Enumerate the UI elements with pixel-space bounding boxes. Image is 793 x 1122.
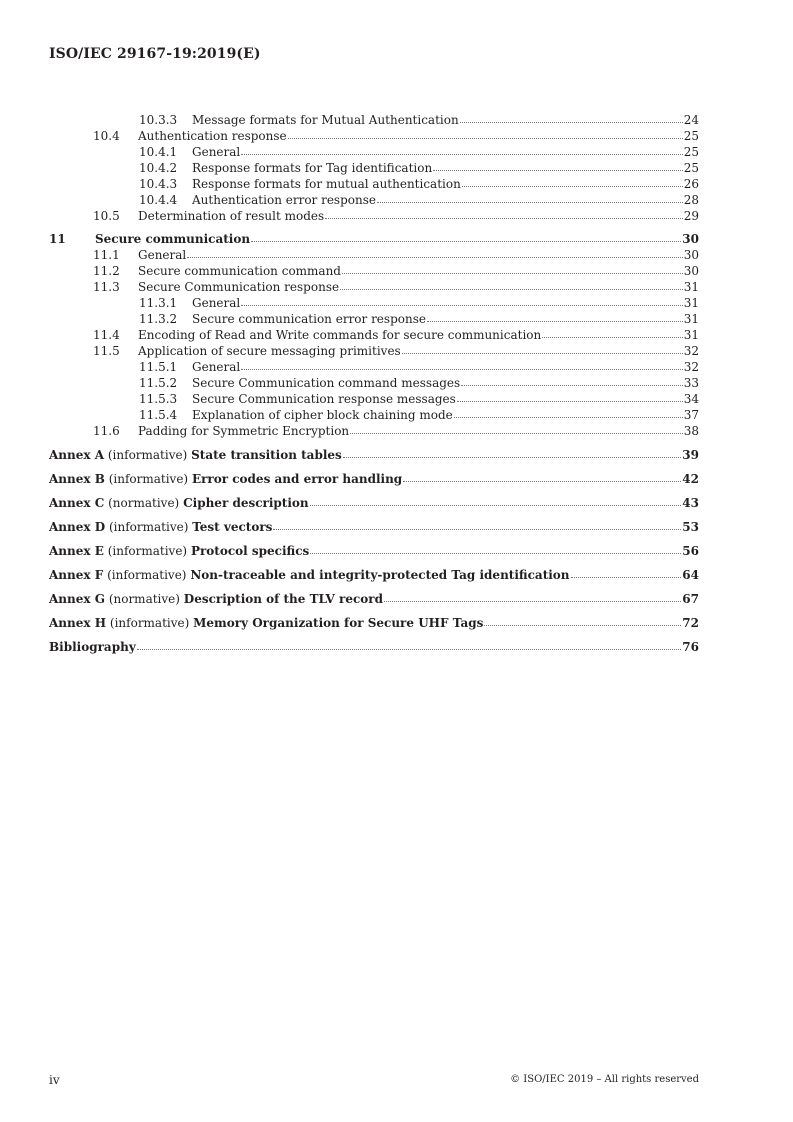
toc-leader-dots [251, 241, 681, 242]
toc-entry[interactable] [49, 263, 699, 279]
toc-entry-page: 32 [683, 360, 699, 374]
annex-status: (informative) [107, 544, 188, 558]
toc-entry[interactable] [49, 423, 699, 439]
toc-leader-dots [241, 369, 682, 370]
toc-entry-title: Response formats for Tag identification [192, 161, 433, 175]
annex-title: State transition tables [191, 448, 342, 462]
annex-heading [49, 567, 570, 583]
annex-label: Annex A [49, 448, 105, 462]
toc-entry-page: 31 [683, 280, 699, 294]
toc-entry[interactable] [49, 128, 699, 144]
toc-entry-number: 11.5.4 [139, 408, 178, 422]
toc-leader-dots [427, 321, 683, 322]
annex-label: Annex C [49, 496, 105, 510]
toc-entry-number: 11.3.2 [139, 312, 178, 326]
annex-heading [49, 543, 309, 559]
toc-entry-number: 11.4 [93, 328, 120, 342]
toc-leader-dots [137, 649, 682, 650]
toc-entry-annex[interactable] [49, 495, 699, 511]
toc-entry[interactable] [49, 144, 699, 160]
annex-heading [49, 591, 383, 607]
toc-entry-page: 30 [683, 264, 699, 278]
toc-entry-page: 43 [682, 496, 699, 510]
toc-entry[interactable] [49, 247, 699, 263]
toc-entry-number: 11.5.3 [139, 392, 178, 406]
toc-entry-number: 11.6 [93, 424, 120, 438]
toc-entry-title: Secure Communication response [138, 280, 340, 294]
toc-entry-title: Response formats for mutual authentication [192, 177, 461, 191]
toc-entry[interactable] [49, 192, 699, 208]
toc-entry-page: 31 [683, 312, 699, 326]
toc-leader-dots [325, 218, 683, 219]
annex-title: Non-traceable and integrity-protected Tag identification [190, 568, 570, 582]
toc-leader-dots [457, 401, 683, 402]
toc-entry-page: 25 [683, 129, 699, 143]
toc-entry-page: 67 [682, 592, 699, 606]
toc-entry-title: Message formats for Mutual Authentication [192, 113, 459, 127]
toc-entry-page: 32 [683, 344, 699, 358]
annex-label: Annex D [49, 520, 106, 534]
annex-status: (informative) [108, 520, 189, 534]
toc-entry[interactable] [49, 208, 699, 224]
toc-entry-title: Authentication error response [192, 193, 376, 207]
toc-entry-title: Secure communication [95, 232, 251, 246]
annex-status: (informative) [107, 448, 188, 462]
toc-leader-dots [310, 505, 682, 506]
toc-leader-dots [350, 433, 683, 434]
annex-status: (normative) [108, 592, 180, 606]
toc-leader-dots [241, 305, 682, 306]
toc-entry[interactable] [49, 231, 699, 247]
toc-entry-annex[interactable] [49, 615, 699, 631]
toc-entry-annex[interactable] [49, 543, 699, 559]
toc-entry[interactable] [49, 311, 699, 327]
toc-leader-dots [343, 457, 682, 458]
toc-entry-title: Authentication response [138, 129, 287, 143]
toc-annexes [49, 447, 699, 631]
toc-leader-dots [342, 273, 683, 274]
toc-entry-page: 25 [683, 161, 699, 175]
toc-entry-page: 24 [683, 113, 699, 127]
toc-entry-title: General [192, 145, 241, 159]
toc-entry-number: 10.4.2 [139, 161, 178, 175]
annex-status: (informative) [108, 472, 189, 486]
toc-entry-page: 76 [682, 640, 699, 654]
annex-title: Error codes and error handling [191, 472, 403, 486]
toc-entry-number: 10.4.3 [139, 177, 178, 191]
annex-title: Test vectors [192, 520, 273, 534]
toc-entry-page: 30 [683, 248, 699, 262]
toc-entry-annex[interactable] [49, 519, 699, 535]
toc-entry-page: 28 [683, 193, 699, 207]
toc-leader-dots [273, 529, 681, 530]
toc-entry[interactable] [49, 176, 699, 192]
annex-heading [49, 519, 272, 535]
table-of-contents [49, 112, 699, 655]
toc-entry-number: 10.3.3 [139, 113, 178, 127]
annex-label: Annex E [49, 544, 104, 558]
annex-label: Annex G [49, 592, 105, 606]
footer-page-number: iv [49, 1073, 60, 1087]
toc-entry[interactable] [49, 375, 699, 391]
toc-leader-dots [461, 385, 683, 386]
toc-entries [49, 112, 699, 439]
toc-entry-page: 25 [683, 145, 699, 159]
toc-leader-dots [462, 186, 683, 187]
annex-label: Annex B [49, 472, 105, 486]
toc-entry-page: 53 [682, 520, 699, 534]
toc-entry[interactable] [49, 112, 699, 128]
toc-entry-annex[interactable] [49, 567, 699, 583]
toc-entry-number: 10.5 [93, 209, 120, 223]
toc-entry-number: 11 [49, 232, 66, 246]
toc-leader-dots [433, 170, 683, 171]
toc-leader-dots [571, 577, 682, 578]
annex-status: (normative) [108, 496, 180, 510]
toc-entry-title: Encoding of Read and Write commands for secure communication [138, 328, 542, 342]
toc-entry-title: Determination of result modes [138, 209, 325, 223]
annex-title: Cipher description [183, 496, 309, 510]
toc-entry-number: 11.1 [93, 248, 120, 262]
toc-entry-number: 10.4 [93, 129, 120, 143]
annex-heading [49, 471, 402, 487]
annex-label: Annex F [49, 568, 104, 582]
toc-leader-dots [288, 138, 683, 139]
toc-entry-title: Secure communication error response [192, 312, 426, 326]
toc-leader-dots [542, 337, 682, 338]
toc-leader-dots [310, 553, 681, 554]
annex-status: (informative) [107, 568, 187, 582]
toc-entry-number: 11.5.1 [139, 360, 178, 374]
toc-entry-title: Application of secure messaging primitives [138, 344, 401, 358]
annex-heading [49, 447, 342, 463]
toc-entry-number: 10.4.4 [139, 193, 178, 207]
toc-entry-number: 11.3 [93, 280, 120, 294]
toc-entry-title: Secure Communication response messages [192, 392, 456, 406]
toc-entry-page: 39 [682, 448, 699, 462]
toc-entry-page: 31 [683, 328, 699, 342]
toc-entry-page: 64 [682, 568, 699, 582]
toc-entry-page: 37 [683, 408, 699, 422]
annex-title: Memory Organization for Secure UHF Tags [193, 616, 484, 630]
toc-entry-title: General [138, 248, 187, 262]
toc-leader-dots [454, 417, 683, 418]
toc-entry-page: 42 [682, 472, 699, 486]
toc-leader-dots [377, 202, 683, 203]
annex-label: Annex H [49, 616, 107, 630]
toc-entry[interactable] [49, 295, 699, 311]
toc-entry-title: General [192, 296, 241, 310]
toc-entry-title: Padding for Symmetric Encryption [138, 424, 350, 438]
toc-leader-dots [484, 625, 681, 626]
toc-leader-dots [241, 154, 682, 155]
annex-status: (informative) [109, 616, 190, 630]
toc-entry-annex[interactable] [49, 591, 699, 607]
toc-leader-dots [340, 289, 683, 290]
toc-entry-number: 11.3.1 [139, 296, 178, 310]
annex-title: Description of the TLV record [183, 592, 383, 606]
toc-entry-title: Secure Communication command messages [192, 376, 461, 390]
toc-leader-dots [402, 353, 683, 354]
toc-entry-number: 11.5.2 [139, 376, 178, 390]
annex-heading [49, 615, 483, 631]
toc-entry-number: 10.4.1 [139, 145, 178, 159]
document-id-header: ISO/IEC 29167-19:2019(E) [49, 46, 261, 62]
toc-entry-number: 11.5 [93, 344, 120, 358]
toc-entry-page: 38 [683, 424, 699, 438]
toc-leader-dots [403, 481, 681, 482]
toc-entry-title: Bibliography [49, 640, 136, 654]
toc-entry[interactable] [49, 279, 699, 295]
toc-entry[interactable] [49, 407, 699, 423]
toc-entry-page: 31 [683, 296, 699, 310]
toc-entry-page: 26 [683, 177, 699, 191]
toc-leader-dots [384, 601, 681, 602]
toc-entry-page: 34 [683, 392, 699, 406]
toc-entry-number: 11.2 [93, 264, 120, 278]
toc-entry-page: 30 [682, 232, 699, 246]
toc-entry[interactable] [49, 160, 699, 176]
toc-entry-annex[interactable] [49, 447, 699, 463]
toc-entry-page: 29 [683, 209, 699, 223]
toc-entry-title: Secure communication command [138, 264, 341, 278]
toc-entry-bibliography[interactable] [49, 639, 699, 655]
toc-entry[interactable] [49, 391, 699, 407]
toc-entry-page: 56 [682, 544, 699, 558]
toc-entry-annex[interactable] [49, 471, 699, 487]
toc-leader-dots [460, 122, 683, 123]
toc-entry-page: 33 [683, 376, 699, 390]
toc-entry-title: Explanation of cipher block chaining mode [192, 408, 453, 422]
toc-leader-dots [187, 257, 682, 258]
toc-entry[interactable] [49, 343, 699, 359]
footer-copyright: © ISO/IEC 2019 – All rights reserved [510, 1074, 699, 1085]
toc-entry[interactable] [49, 327, 699, 343]
toc-entry-title: General [192, 360, 241, 374]
annex-title: Protocol specifics [190, 544, 310, 558]
toc-entry[interactable] [49, 359, 699, 375]
toc-entry-page: 72 [682, 616, 699, 630]
annex-heading [49, 495, 309, 511]
